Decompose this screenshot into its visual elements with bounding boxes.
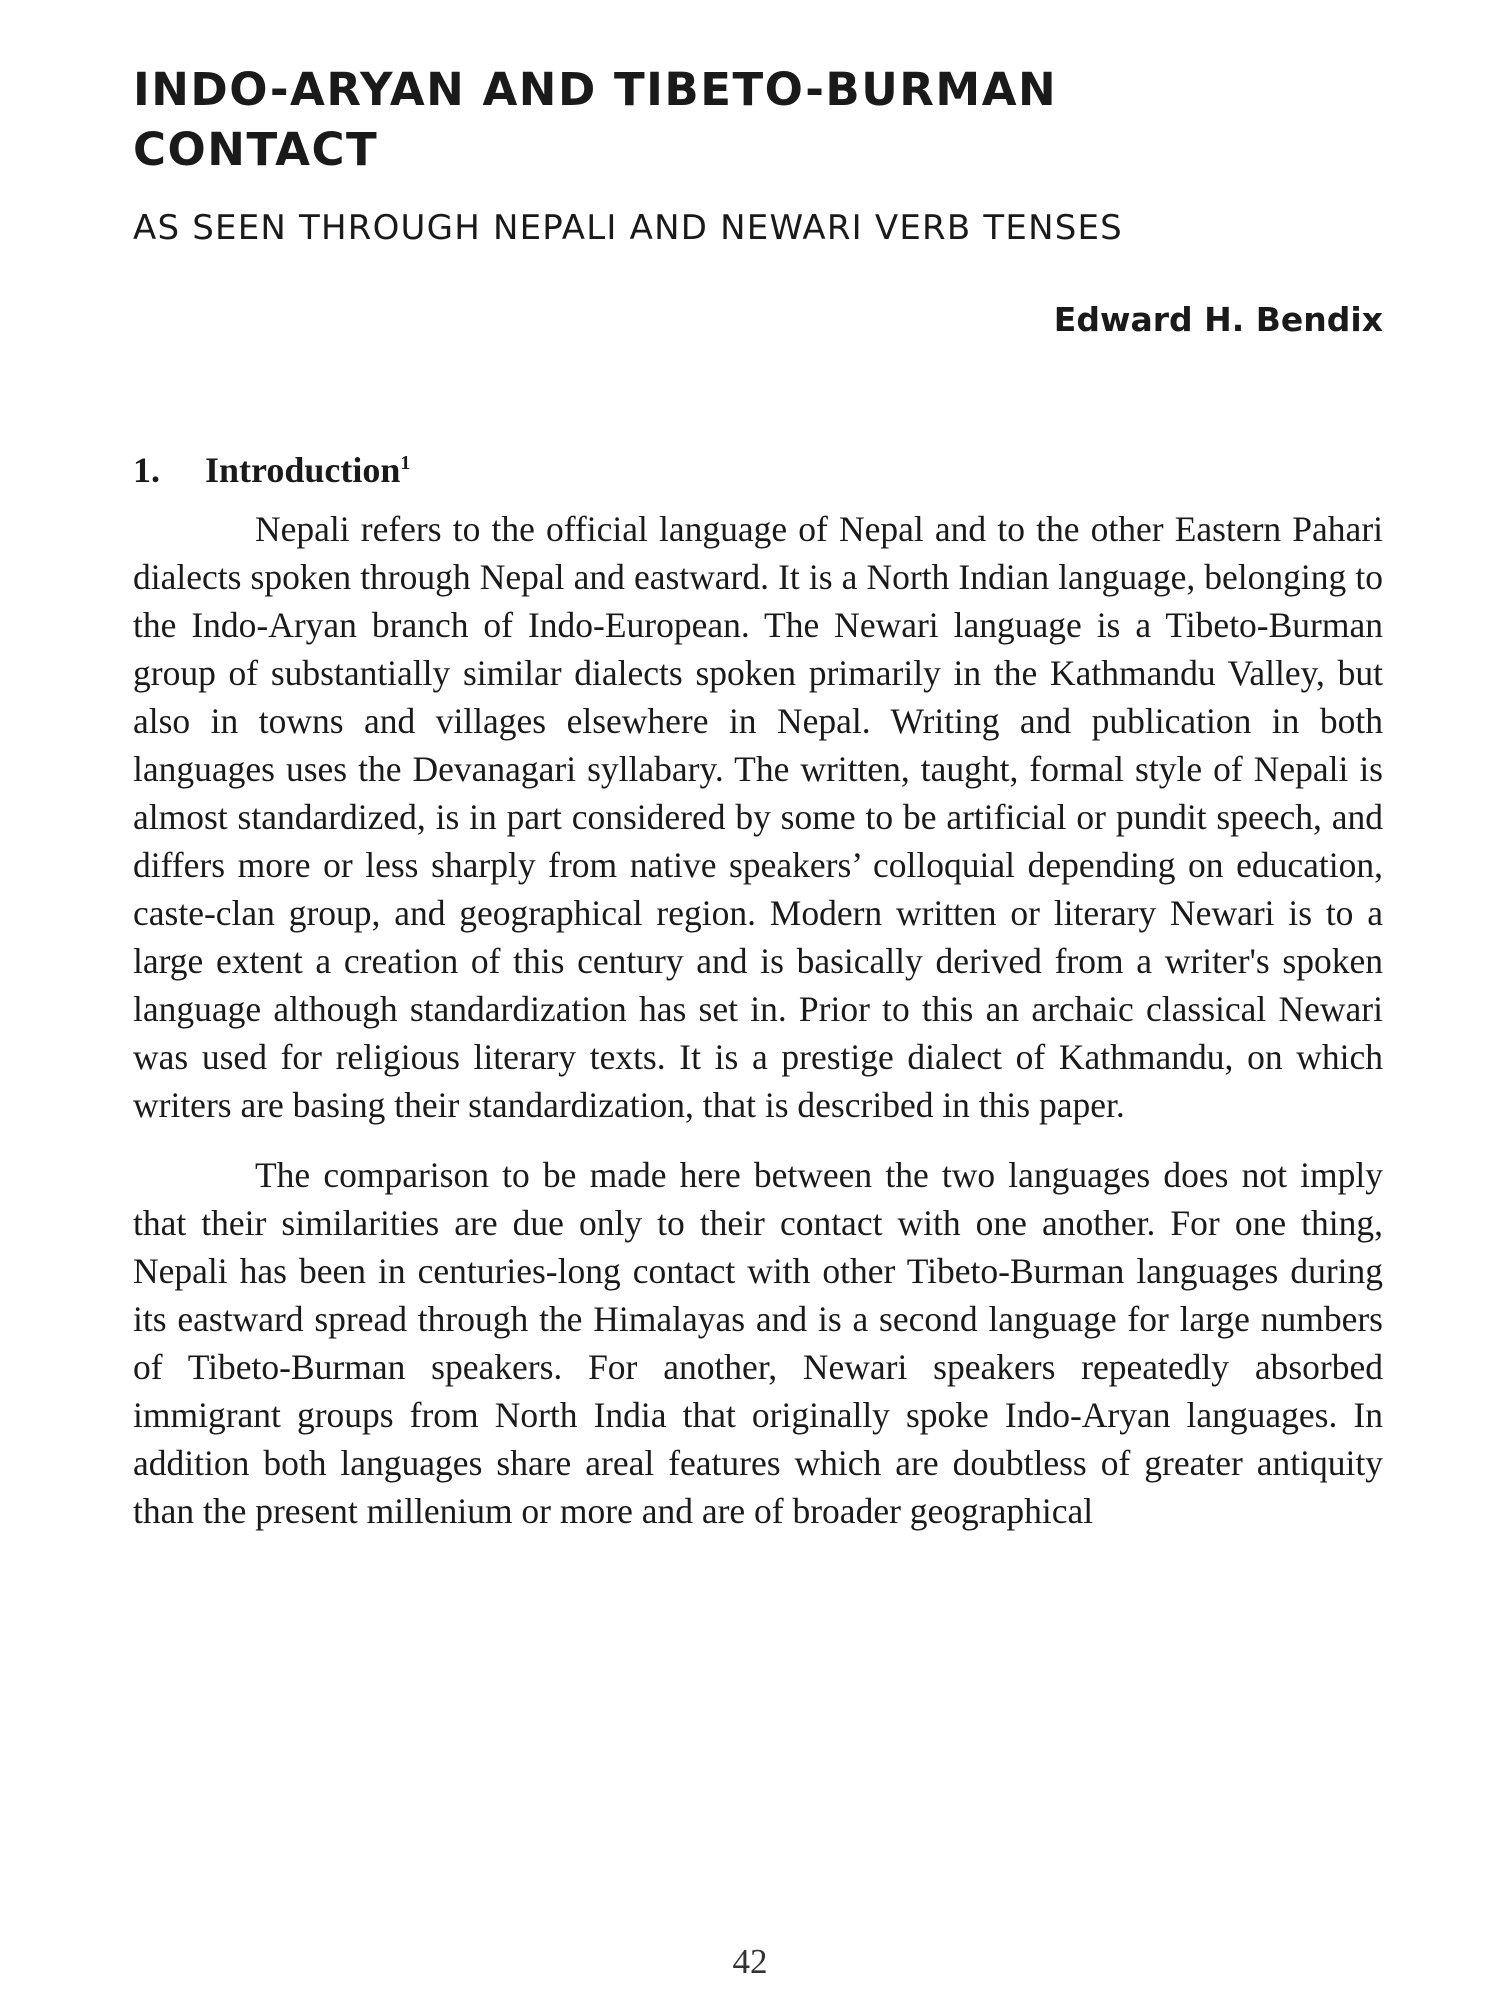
footnote-marker: 1 — [400, 452, 411, 474]
section-number: 1. — [133, 450, 160, 490]
article-subtitle: AS SEEN THROUGH NEPALI AND NEWARI VERB TENSES — [133, 208, 1123, 248]
paper-page — [133, 60, 1383, 1535]
paragraph-1: Nepali refers to the official language of Nepal and to the other Eastern Pahari dialects spoken through Nepal and eastward. It is a North Indian language, belonging to the Indo-Aryan branch of Indo-European. The Newari language is a Tibeto-Burman group of substantially similar dialects spoken primarily in the Kathmandu Valley, but also in towns and villages elsewhere in Nepal. Writing and publication in both languages uses the Devanagari syllabary. The written, taught, formal style of Nepali is almost standardized, is in part considered by some to be artificial or pundit speech, and differs more or less sharply from native speakers’ colloquial depending on education, caste-clan group, and geographical region. Modern written or literary Newari is to a large extent a creation of this century and is basically derived from a writer's spoken language although standardization has set in. Prior to this an archaic classical Newari was used for religious literary texts. It is a prestige dialect of Kathmandu, on which writers are basing their standardization, that is described in this paper. — [133, 509, 1383, 1125]
section-heading — [133, 449, 1383, 491]
article-title: INDO-ARYAN AND TIBETO-BURMAN CONTACT — [133, 63, 1058, 176]
author-name: Edward H. Bendix — [1053, 300, 1383, 339]
page-number: 42 — [732, 1942, 768, 1981]
paragraph-2: The comparison to be made here between the two languages does not imply that their similarities are due only to their contact with one another. For one thing, Nepali has been in centuries-long contact with other Tibeto-Burman languages during its eastward spread through the Himalayas and is a second language for large numbers of Tibeto-Burman speakers. For another, Newari speakers repeatedly absorbed immigrant groups from North India that originally spoke Indo-Aryan languages. In addition both languages share areal features which are doubtless of greater antiquity than the present millenium or more and are of broader geographical — [133, 1155, 1383, 1531]
section-title: Introduction — [205, 450, 401, 490]
